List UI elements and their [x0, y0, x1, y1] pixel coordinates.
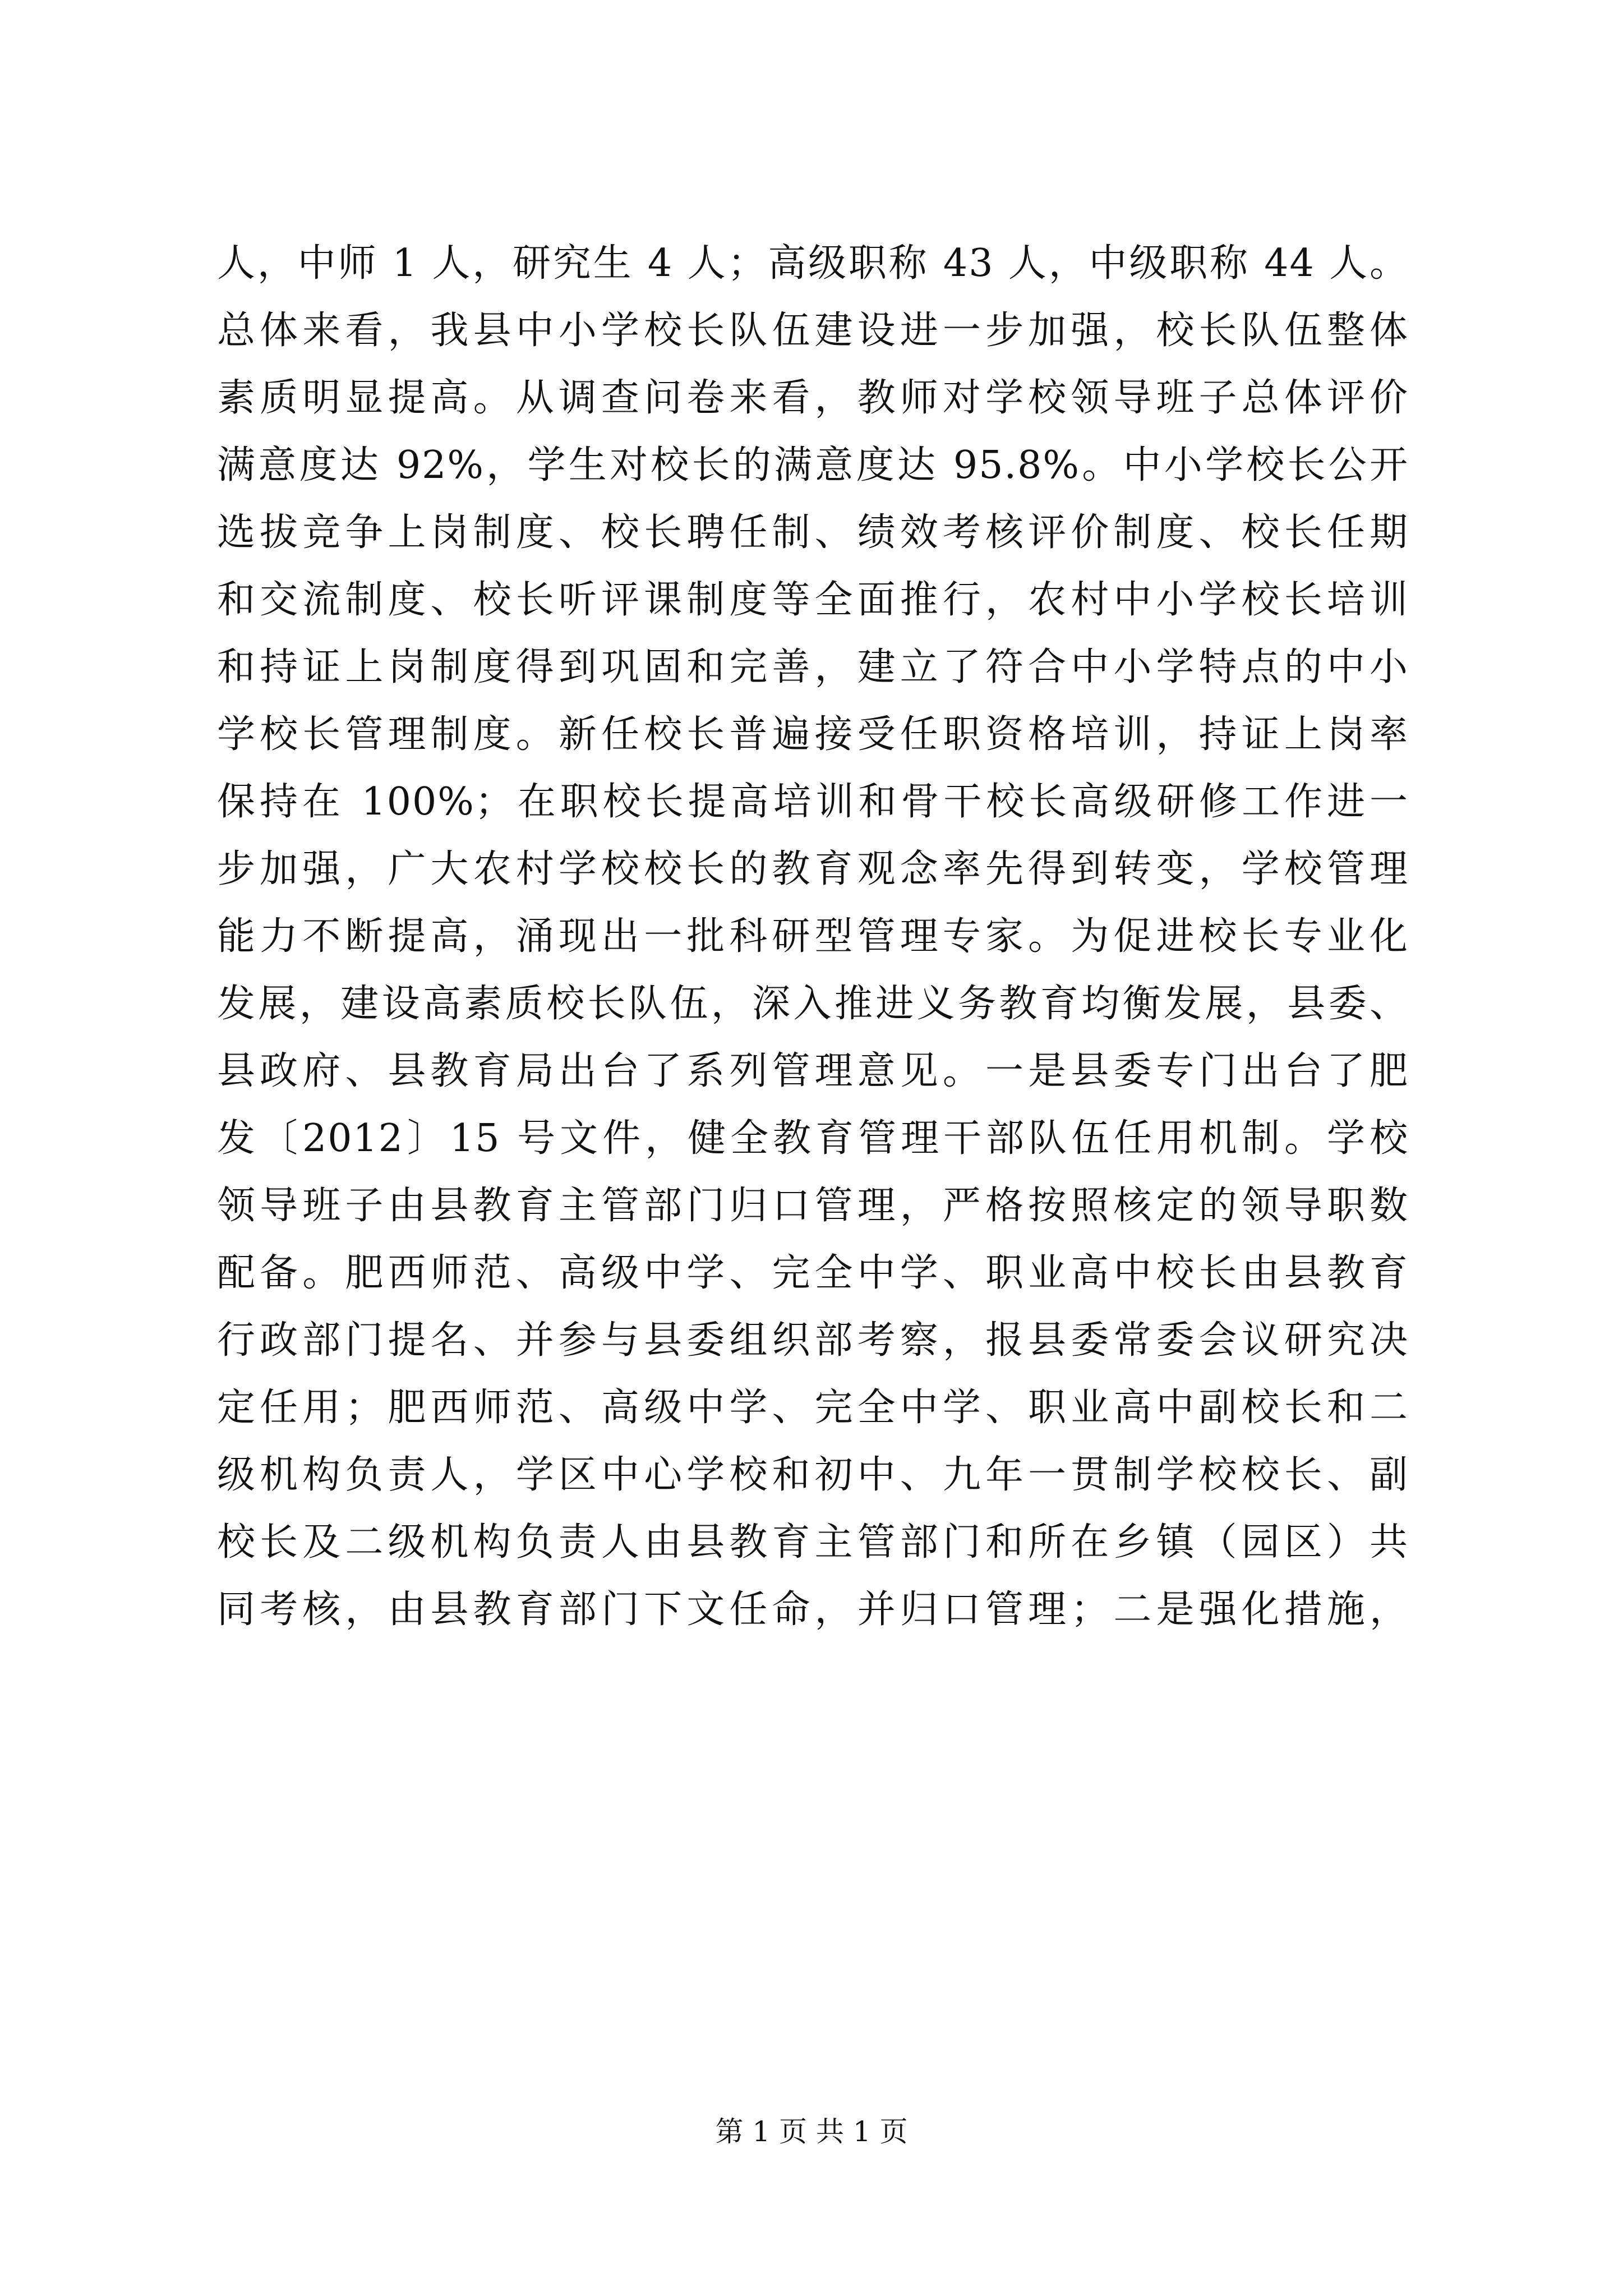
text-line: 素质明显提高。从调查问卷来看，教师对学校领导班子总体评价: [217, 376, 1409, 420]
text-line: 满意度达 92%，学生对校长的满意度达 95.8%。中小学校长公开: [217, 443, 1409, 487]
text-line: 级机构负责人，学区中心学校和初中、九年一贯制学校校长、副: [217, 1453, 1409, 1497]
text-line: 学校长管理制度。新任校长普遍接受任职资格培训，持证上岗率: [217, 712, 1409, 757]
text-line: 人，中师 1 人，研究生 4 人；高级职称 43 人，中级职称 44 人。: [217, 241, 1409, 286]
text-line: 行政部门提名、并参与县委组织部考察，报县委常委会议研究决: [217, 1318, 1409, 1363]
text-line: 和持证上岗制度得到巩固和完善，建立了符合中小学特点的中小: [217, 645, 1409, 689]
text-line: 发〔2012〕15 号文件，健全教育管理干部队伍任用机制。学校: [217, 1116, 1409, 1161]
text-line: 步加强，广大农村学校校长的教育观念率先得到转变，学校管理: [217, 847, 1409, 891]
text-line: 发展，建设高素质校长队伍，深入推进义务教育均衡发展，县委、: [217, 982, 1409, 1026]
text-line: 选拔竞争上岗制度、校长聘任制、绩效考核评价制度、校长任期: [217, 510, 1409, 555]
text-line: 校长及二级机构负责人由县教育主管部门和所在乡镇（园区）共: [217, 1520, 1409, 1565]
text-line: 保持在 100%；在职校长提高培训和骨干校长高级研修工作进一: [217, 780, 1409, 824]
text-line: 配备。肥西师范、高级中学、完全中学、职业高中校长由县教育: [217, 1251, 1409, 1295]
text-line: 能力不断提高，涌现出一批科研型管理专家。为促进校长专业化: [217, 914, 1409, 959]
text-line: 定任用；肥西师范、高级中学、完全中学、职业高中副校长和二: [217, 1386, 1409, 1430]
text-line: 同考核，由县教育部门下文任命，并归口管理；二是强化措施，: [217, 1588, 1409, 1632]
text-line: 总体来看，我县中小学校长队伍建设进一步加强，校长队伍整体: [217, 309, 1409, 353]
text-line: 领导班子由县教育主管部门归口管理，严格按照核定的领导职数: [217, 1184, 1409, 1228]
text-line: 县政府、县教育局出台了系列管理意见。一是县委专门出台了肥: [217, 1049, 1409, 1093]
text-line: 和交流制度、校长听评课制度等全面推行，农村中小学校长培训: [217, 578, 1409, 622]
page-footer: 第 1 页 共 1 页: [715, 2115, 908, 2148]
